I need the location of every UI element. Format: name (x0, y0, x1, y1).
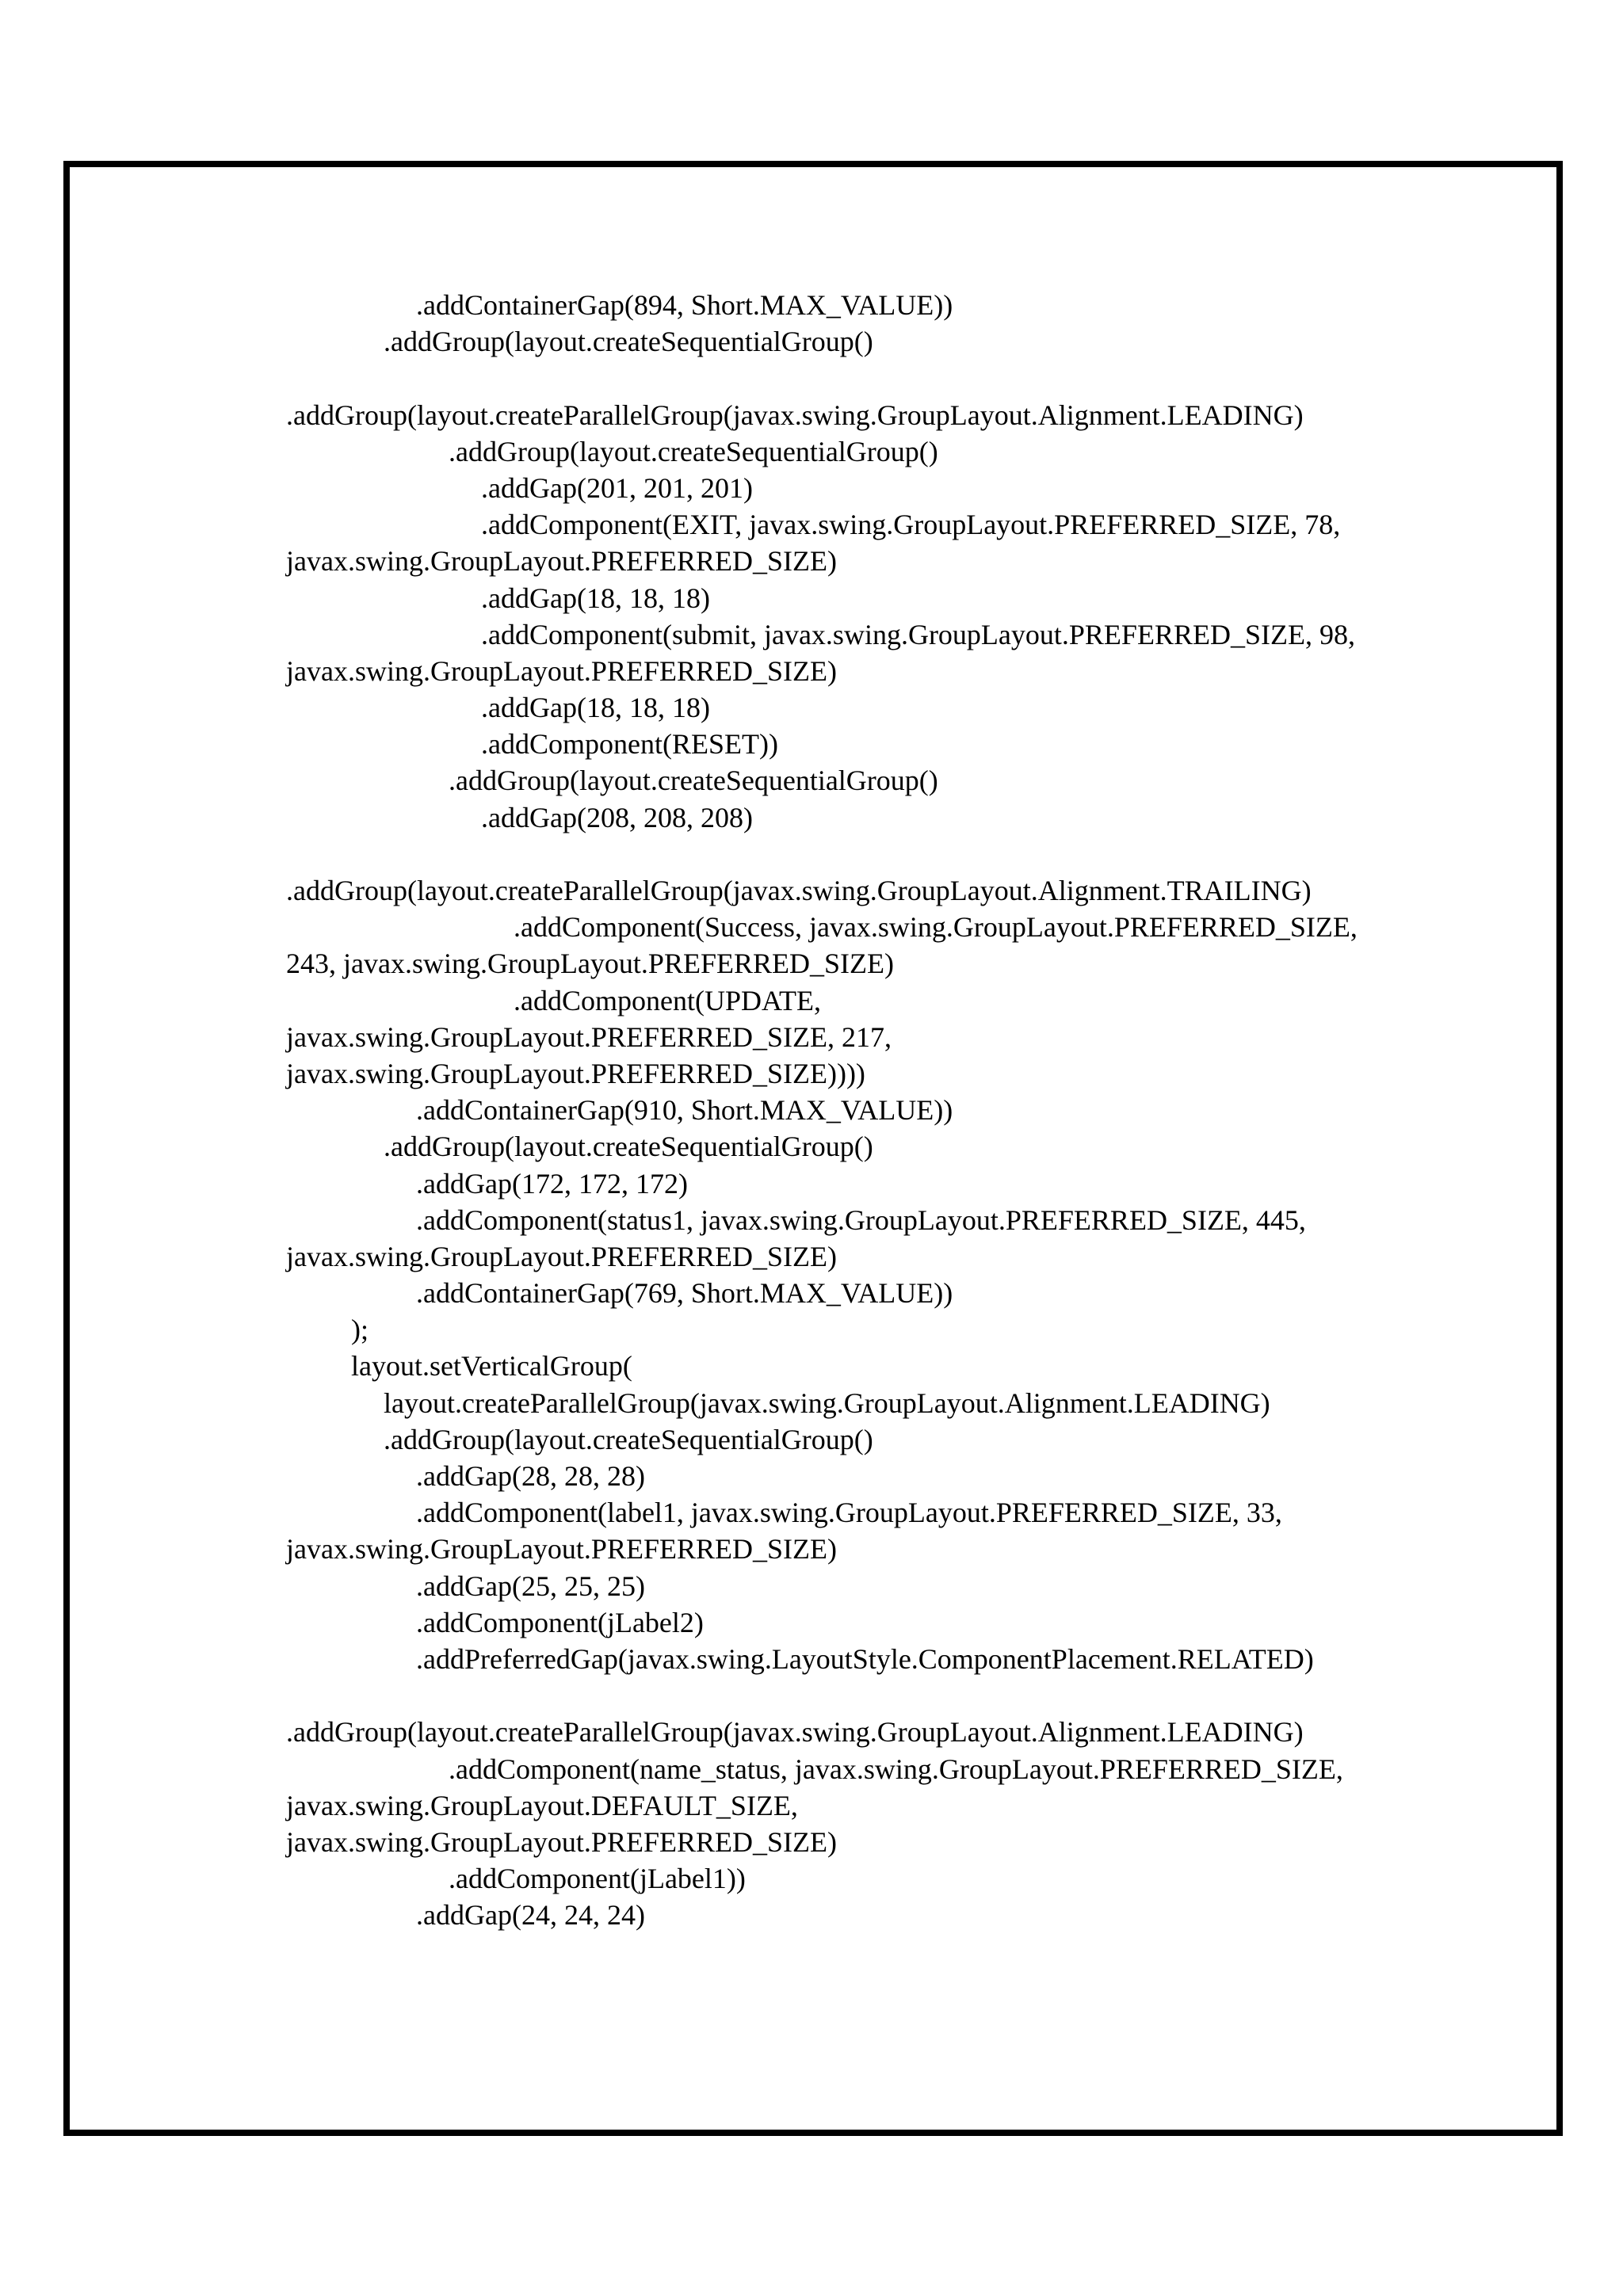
code-line: .addGap(172, 172, 172) (416, 1167, 688, 1199)
code-line: .addComponent(submit, javax.swing.GroupLayout.PREFERRED_SIZE, 98, (481, 618, 1355, 650)
code-line: .addGap(25, 25, 25) (416, 1569, 645, 1602)
blank-line (286, 360, 1475, 396)
code-line: javax.swing.GroupLayout.DEFAULT_SIZE, (286, 1789, 798, 1821)
code-line: .addGap(18, 18, 18) (481, 582, 710, 614)
code-line: .addGroup(layout.createParallelGroup(javax.swing.GroupLayout.Alignment.TRAILING) (286, 875, 1312, 906)
blank-line (286, 836, 1475, 872)
code-line: .addGroup(layout.createSequentialGroup() (384, 326, 873, 358)
code-line: .addComponent(jLabel2) (416, 1606, 704, 1638)
code-line: javax.swing.GroupLayout.PREFERRED_SIZE) (286, 654, 837, 687)
code-line: .addComponent(label1, javax.swing.GroupLayout.PREFERRED_SIZE, 33, (416, 1497, 1282, 1529)
code-line: 243, javax.swing.GroupLayout.PREFERRED_SIZE) (286, 948, 894, 980)
code-line: .addComponent(status1, javax.swing.GroupLayout.PREFERRED_SIZE, 445, (416, 1203, 1306, 1236)
code-line: .addGroup(layout.createSequentialGroup() (449, 765, 938, 797)
code-line: .addContainerGap(894, Short.MAX_VALUE)) (416, 289, 953, 321)
code-line: .addGroup(layout.createSequentialGroup() (384, 1423, 873, 1455)
code-line: .addComponent(EXIT, javax.swing.GroupLayout.PREFERRED_SIZE, 78, (481, 509, 1341, 541)
code-line: .addComponent(name_status, javax.swing.GroupLayout.PREFERRED_SIZE, (449, 1753, 1343, 1785)
code-line: javax.swing.GroupLayout.PREFERRED_SIZE) (286, 1825, 837, 1858)
code-line: javax.swing.GroupLayout.PREFERRED_SIZE) (286, 545, 837, 578)
code-line: javax.swing.GroupLayout.PREFERRED_SIZE)))) (286, 1057, 865, 1089)
code-line: .addContainerGap(769, Short.MAX_VALUE)) (416, 1277, 953, 1310)
code-listing (286, 287, 1475, 1933)
code-line: .addGap(201, 201, 201) (481, 471, 753, 504)
code-line: .addGroup(layout.createSequentialGroup() (384, 1131, 873, 1163)
code-line: layout.setVerticalGroup( (351, 1350, 632, 1383)
code-line: layout.createParallelGroup(javax.swing.GroupLayout.Alignment.LEADING) (384, 1386, 1270, 1419)
code-line: .addComponent(jLabel1)) (449, 1863, 746, 1895)
code-line: .addContainerGap(910, Short.MAX_VALUE)) (416, 1094, 953, 1127)
code-line: .addGroup(layout.createParallelGroup(javax.swing.GroupLayout.Alignment.LEADING) (286, 399, 1304, 431)
code-line: .addGap(24, 24, 24) (416, 1899, 645, 1932)
code-line: ); (351, 1314, 369, 1346)
code-line: javax.swing.GroupLayout.PREFERRED_SIZE) (286, 1240, 837, 1272)
code-line: .addGroup(layout.createParallelGroup(javax.swing.GroupLayout.Alignment.LEADING) (286, 1716, 1304, 1749)
code-line: .addPreferredGap(javax.swing.LayoutStyle.ComponentPlacement.RELATED) (416, 1642, 1314, 1675)
code-line: javax.swing.GroupLayout.PREFERRED_SIZE) (286, 1533, 837, 1566)
code-line: javax.swing.GroupLayout.PREFERRED_SIZE, 217, (286, 1020, 892, 1053)
code-line: .addGap(208, 208, 208) (481, 801, 753, 833)
code-line: .addGap(18, 18, 18) (481, 692, 710, 724)
code-line: .addGap(28, 28, 28) (416, 1460, 645, 1492)
blank-line (286, 1677, 1475, 1714)
code-line: .addGroup(layout.createSequentialGroup() (449, 435, 938, 467)
code-line: .addComponent(Success, javax.swing.GroupLayout.PREFERRED_SIZE, (514, 911, 1358, 944)
code-line: .addComponent(UPDATE, (514, 984, 821, 1016)
code-line: .addComponent(RESET)) (481, 728, 778, 761)
